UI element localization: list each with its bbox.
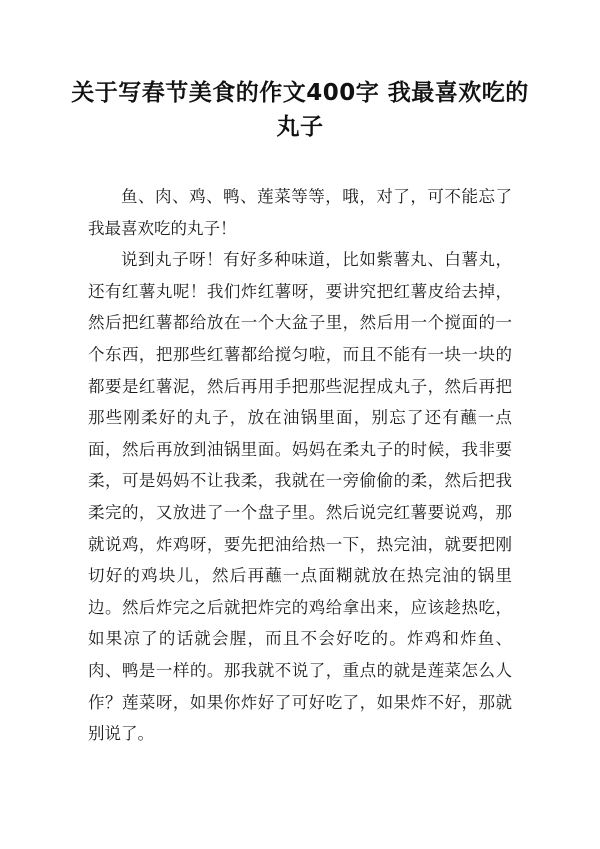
paragraph-main: 说到丸子呀！有好多种味道，比如紫薯丸、白薯丸，还有红薯丸呢！我们炸红薯呀，要讲究把红薯皮给去掉，然后把红薯都给放在一个大盆子里，然后用一个搅面的一个东西，把那些红薯都给搅匀啦，而且不能有一块一块的都要是红薯泥，然后再用手把那些泥捏成丸子，然后再把那些刚柔好的丸子，放在油锅里面，别忘了还有蘸一点面，然后再放到油锅里面。妈妈在柔丸子的时候，我非要柔，可是妈妈不让我柔，我就在一旁偷偷的柔，然后把我柔完的，又放进了一个盘子里。然后说完红薯要说鸡，那就说鸡，炸鸡呀，要先把油给热一下，热完油，就要把刚切好的鸡块儿，然后再蘸一点面糊就放在热完油的锅里边。然后炸完之后就把炸完的鸡给拿出来，应该趁热吃，如果凉了的话就会腥，而且不会好吃的。炸鸡和炸鱼、肉、鸭是一样的。那我就不说了，重点的就是莲菜怎么人作？莲菜呀，如果你炸好了可好吃了，如果炸不好，那就别说了。 — [88, 250, 512, 744]
document-title: 关于写春节美食的作文400字 我最喜欢吃的丸子 — [71, 80, 529, 140]
paragraph-intro: 鱼、肉、鸡、鸭、莲菜等等，哦，对了，可不能忘了我最喜欢吃的丸子！ — [88, 187, 512, 238]
document-body — [88, 181, 512, 750]
